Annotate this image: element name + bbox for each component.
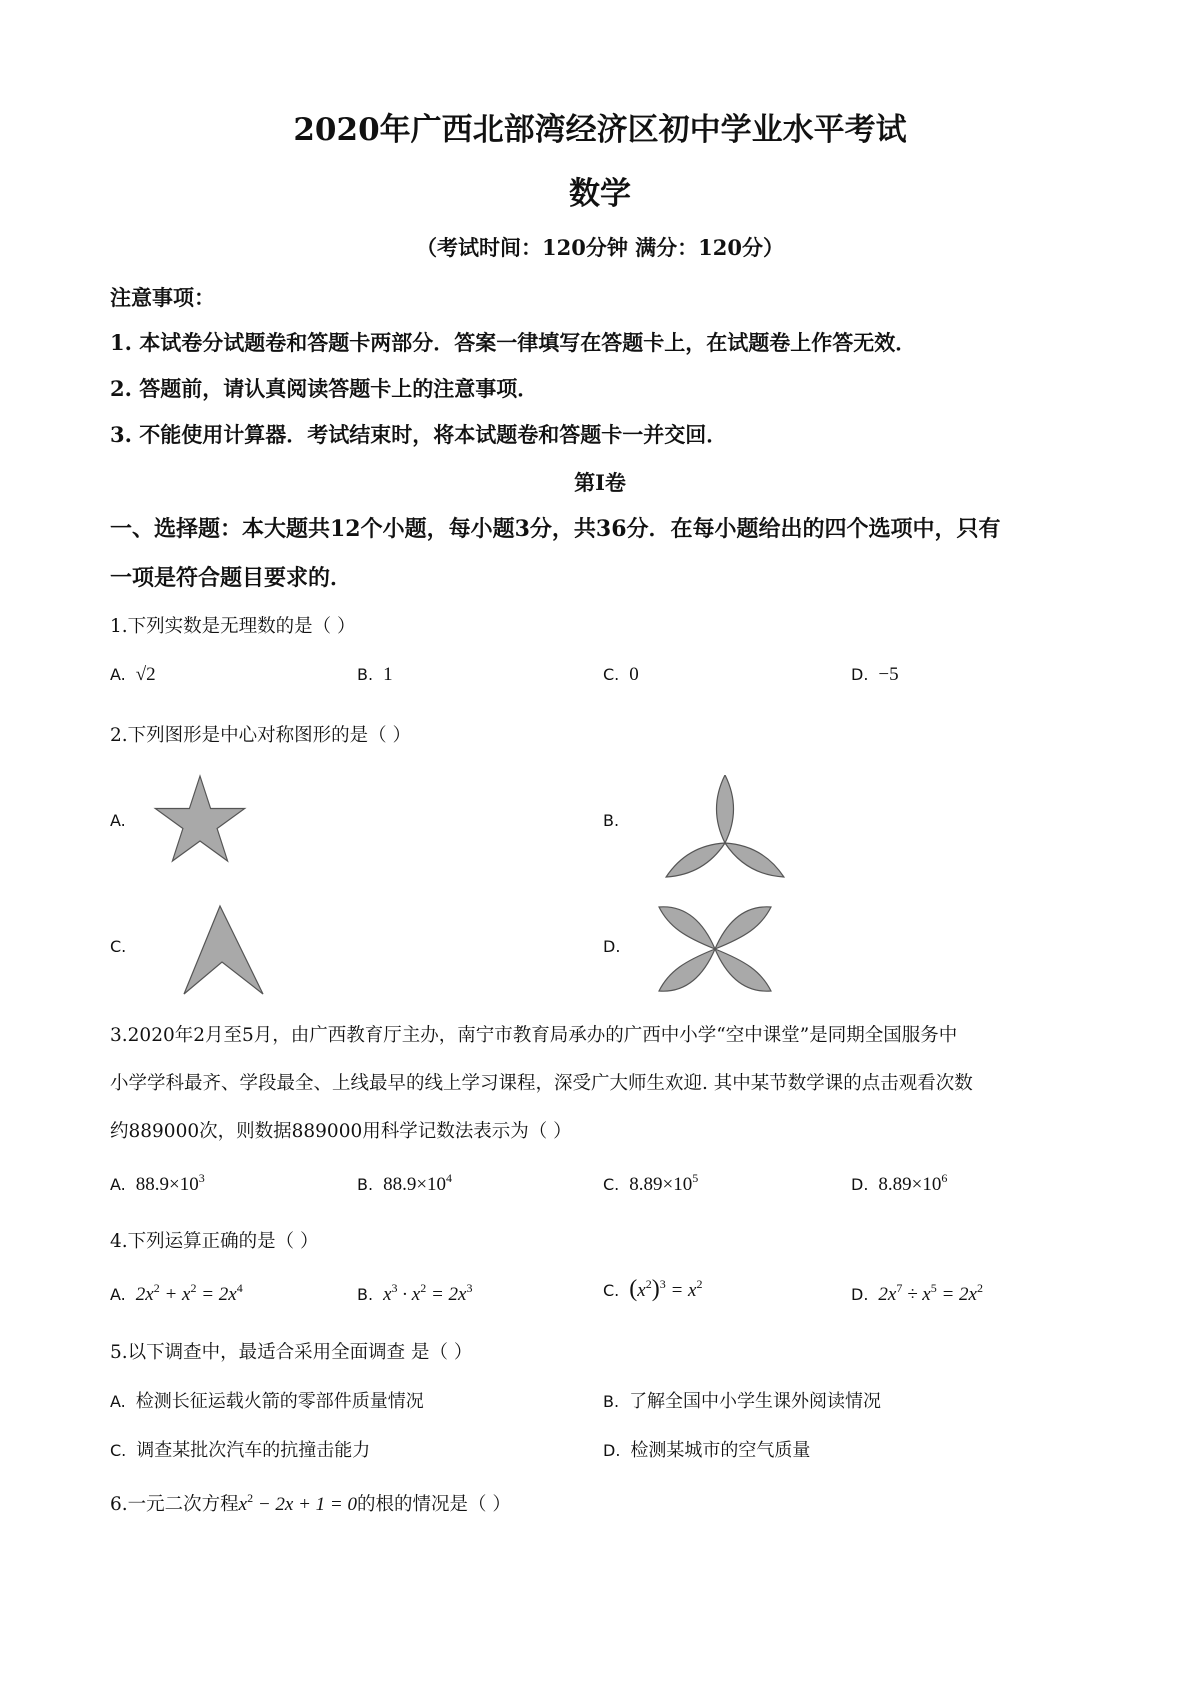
question-4-option-d-expression: $2x^7 \div x^5 = 2x^2$ [878, 1281, 983, 1305]
question-5-option-b: B. 了解全国中小学生课外阅读情况 [603, 1391, 882, 1412]
question-4-option-c: C. $(x^2)^3 = x^2$ [603, 1276, 703, 1302]
notice-item-3: 3. 不能使用计算器．考试结束时，将本试题卷和答题卡一并交回． [110, 422, 728, 447]
question-4-stem: 4.下列运算正确的是（ ） [110, 1231, 319, 1252]
question-1-option-c: C. 0 [603, 664, 639, 685]
notice-heading: 注意事项： [110, 285, 215, 310]
question-3-option-c: C. $8.89\times 10^5$ [603, 1171, 699, 1195]
arrowhead-shape [184, 906, 263, 994]
petal-1 [659, 907, 715, 949]
question-5-option-a: A. 检测长征运载火箭的零部件质量情况 [110, 1391, 424, 1412]
question-2-stem: 2.下列图形是中心对称图形的是（ ） [110, 725, 412, 746]
question-3-option-b: B. $88.9\times 10^4$ [357, 1171, 453, 1195]
part-intro-line2: 一项是符合题目要求的． [110, 565, 353, 591]
question-5-stem: 5.以下调查中，最适合采用全面调查 是（ ） [110, 1342, 473, 1363]
section-title: 第Ⅰ卷 [574, 470, 626, 495]
notice-item-2: 2. 答题前，请认真阅读答题卡上的注意事项． [110, 376, 539, 401]
question-4-option-d: D. $2x^7 \div x^5 = 2x^2$ [851, 1281, 983, 1305]
petal-2 [721, 836, 788, 885]
petal-2 [715, 907, 771, 949]
question-4-option-b: B. $x^3 \cdot x^2 = 2x^3$ [357, 1281, 473, 1305]
petal-1 [717, 775, 734, 843]
question-3-stem-line2: 小学学科最齐、学段最全、上线最早的线上学习课程，深受广大师生欢迎. 其中某节数学课的点击观看次数 [110, 1073, 973, 1094]
exam-info: （考试时间：120分钟 满分：120分） [416, 235, 784, 260]
question-1-option-d: D. −5 [851, 664, 899, 685]
question-5-option-c: C. 调查某批次汽车的抗撞击能力 [110, 1440, 371, 1461]
arrowhead-figure [175, 902, 275, 1002]
exam-title: 2020年广西北部湾经济区初中学业水平考试 [293, 112, 907, 148]
question-3-option-d: D. $8.89\times 10^6$ [851, 1171, 948, 1195]
question-1-stem: 1.下列实数是无理数的是（ ） [110, 616, 356, 637]
five-point-star-figure [150, 772, 250, 868]
question-6-equation: $x^2 - 2x + 1 = 0$ [238, 1491, 357, 1515]
exam-subject: 数学 [569, 176, 631, 212]
petal-3 [659, 949, 715, 991]
question-2-option-d-label: D. [603, 937, 621, 956]
petal-4 [715, 949, 771, 991]
question-1-option-b: B. 1 [357, 664, 393, 685]
question-4-option-a-expression: $2x^2 + x^2 = 2x^4$ [135, 1281, 243, 1305]
four-petal-flower-figure [655, 895, 775, 1003]
question-3-stem-line3: 约889000次，则数据889000用科学记数法表示为（ ） [110, 1121, 572, 1142]
question-4-option-b-expression: $x^3 \cdot x^2 = 2x^3$ [383, 1281, 473, 1305]
question-5-option-d: D. 检测某城市的空气质量 [603, 1440, 811, 1461]
question-2-option-b-label: B. [603, 811, 620, 830]
question-2-option-c-label: C. [110, 937, 127, 956]
notice-item-1: 1. 本试卷分试题卷和答题卡两部分．答案一律填写在答题卡上，在试题卷上作答无效． [110, 330, 917, 355]
question-6-stem: 6.一元二次方程$x^2 - 2x + 1 = 0$的根的情况是（ ） [110, 1491, 511, 1515]
question-4-option-c-expression: $(x^2)^3 = x^2$ [629, 1276, 703, 1302]
question-1-option-a: A. √2 [110, 664, 156, 685]
star-shape [155, 776, 244, 861]
question-2-option-a-label: A. [110, 811, 126, 830]
question-3-option-a: A. $88.9\times 10^3$ [110, 1171, 205, 1195]
petal-3 [662, 836, 729, 885]
part-intro-line1: 一、选择题：本大题共12个小题，每小题3分，共36分．在每小题给出的四个选项中，只有 [110, 516, 1001, 542]
question-3-stem-line1: 3.2020年2月至5月，由广西教育厅主办，南宁市教育局承办的广西中小学“空中课堂”是同期全国服务中 [110, 1025, 958, 1046]
three-petal-flower-figure [660, 775, 790, 895]
question-4-option-a: A. $2x^2 + x^2 = 2x^4$ [110, 1281, 243, 1305]
